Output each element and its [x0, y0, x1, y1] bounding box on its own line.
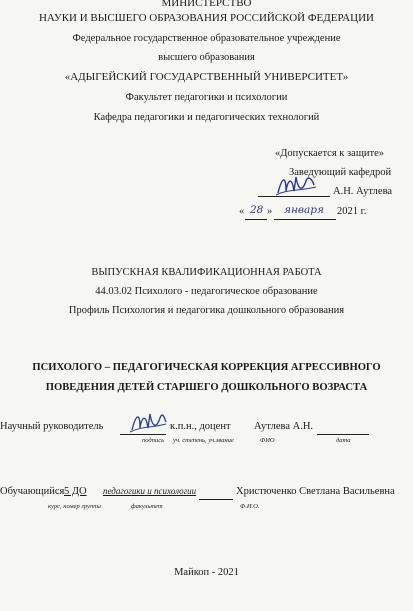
supervisor-date-line	[317, 434, 369, 435]
student-signature-line	[199, 499, 233, 500]
supervisor-degree: к.п.н., доцент	[170, 421, 231, 432]
faculty-name: Факультет педагогики и психологии	[125, 92, 288, 103]
date-year: 2021 г.	[337, 206, 367, 217]
work-title-line-2: ПОВЕДЕНИЯ ДЕТЕЙ СТАРШЕГО ДОШКОЛЬНОГО ВОЗРАСТА	[45, 382, 368, 393]
caption-student-fio: Ф.И.О.	[240, 503, 260, 510]
admitted-to-defense: «Допускается к защите»	[275, 148, 385, 159]
caption-course: курс, номер группы	[48, 503, 101, 510]
work-type: ВЫПУСКНАЯ КВАЛИФИКАЦИОННАЯ РАБОТА	[91, 267, 322, 278]
student-name: Христюченко Светлана Васильевна	[236, 486, 395, 497]
head-name: А.Н. Аутлева	[333, 186, 393, 197]
date-month: января	[284, 204, 324, 216]
head-signature	[272, 171, 318, 199]
head-of-department-title: Заведующий кафедрой	[289, 167, 392, 178]
supervisor-signature	[128, 408, 168, 436]
university-name: «АДЫГЕЙСКИЙ ГОСУДАРСТВЕННЫЙ УНИВЕРСИТЕТ»	[64, 71, 349, 83]
institution-type-line-2: высшего образования	[158, 52, 255, 63]
ministry-line-2: НАУКИ И ВЫСШЕГО ОБРАЗОВАНИЯ РОССИЙСКОЙ ФЕДЕРАЦИИ	[38, 12, 374, 24]
supervisor-name: Аутлева А.Н.	[254, 421, 314, 432]
department-name: Кафедра педагогики и педагогических технологий	[93, 112, 320, 123]
date-day-line	[245, 219, 267, 220]
ministry-line: МИНИСТЕРСТВО	[161, 0, 252, 9]
work-title-line-1: ПСИХОЛОГО – ПЕДАГОГИЧЕСКАЯ КОРРЕКЦИЯ АГРЕССИВНОГО	[32, 362, 381, 373]
caption-fio: ФИО	[260, 437, 275, 444]
date-quote-open: «	[239, 206, 245, 217]
work-direction: 44.03.02 Психолого - педагогическое образование	[95, 286, 318, 297]
caption-signature: подпись	[142, 437, 165, 444]
caption-faculty: факультет	[131, 503, 163, 510]
supervisor-label: Научный руководитель	[0, 421, 104, 432]
caption-date: дата	[336, 437, 351, 444]
date-month-line	[274, 219, 336, 220]
student-faculty: педагогики и психологии	[103, 486, 197, 496]
work-profile: Профиль Психология и педагогика дошкольного образования	[68, 305, 345, 316]
date-day: 28	[250, 204, 264, 216]
date-quote-close: »	[267, 206, 273, 217]
caption-degree: уч. степень, уч.звание	[173, 437, 234, 444]
institution-type-line-1: Федеральное государственное образовательное учреждение	[72, 33, 341, 44]
city-year: Майкоп - 2021	[174, 567, 239, 578]
student-course: 5 ДО	[64, 486, 87, 497]
student-label: Обучающийся	[0, 486, 65, 497]
